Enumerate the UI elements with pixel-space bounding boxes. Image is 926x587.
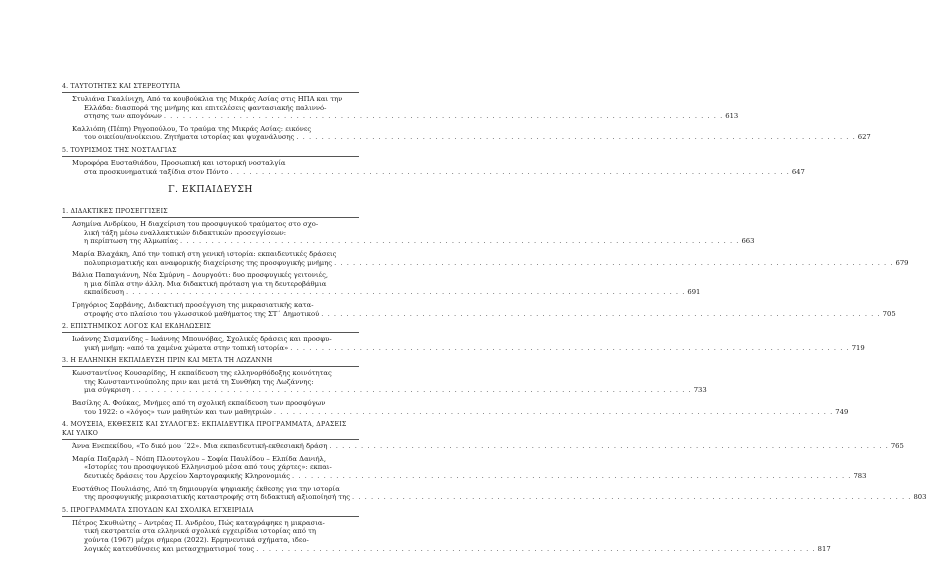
- toc-entry-line: [72, 309, 896, 319]
- toc-entry-line: Βασίλης Α. Φούκας, Μνήμες από τη σχολική εκπαίδευση των προσφύγων: [72, 399, 326, 408]
- leader-dots: [296, 133, 855, 142]
- toc-entry[interactable]: [72, 518, 831, 553]
- toc-entry[interactable]: [72, 124, 871, 142]
- toc-entry-line: [72, 133, 871, 142]
- leader-dots: [126, 288, 685, 297]
- toc-entry[interactable]: [72, 369, 707, 395]
- toc-entry-line: [72, 288, 701, 297]
- toc-entry-line: Μαρία Βλαχάκη, Από την τοπική στη γενική ιστορία: εκπαιδευτικές δράσεις: [72, 249, 337, 258]
- toc-entry-line: Μυροφόρα Ευσταθιάδου, Προσωπική και ιστορική νοσταλγία: [72, 158, 286, 167]
- leader-dots: [132, 386, 691, 395]
- toc-entry-line: [72, 112, 739, 121]
- leader-dots: [352, 493, 911, 502]
- toc-entry-text: της προσφυγικής μικρασιατικής καταστροφής στη διδακτική αξιοποίησή της: [84, 493, 351, 502]
- toc-entry[interactable]: [72, 95, 739, 121]
- toc-entry-line: Ασημίνα Ανδρίκου, Η διαχείριση του προσφυγικού τραύματος στο σχο-: [72, 220, 319, 229]
- section-heading: 2. ΕΠΙΣΤΗΜΙΚΟΣ ΛΟΓΟΣ ΚΑΙ ΕΚΔΗΛΩΣΕΙΣ: [62, 322, 359, 333]
- page-number: 705: [882, 309, 896, 318]
- leader-dots: [164, 112, 723, 121]
- page-number: 749: [835, 407, 849, 416]
- toc-entry-text: δευτικές δράσεις του Αρχείου Χαρτογραφικής Κληρονομιάς: [84, 472, 291, 481]
- toc-entry-line: Μαρία Παζαρλή – Νόπη Πλουτογλου – Σοφία Παυλίδου – Ελπίδα Δανιήλ,: [72, 454, 327, 463]
- toc-entry-line: Καλλιόπη (Πέπη) Ρηγοπούλου, Το τραύμα της Μικράς Ασίας: εικόνες: [72, 124, 312, 133]
- toc-entry-line: [72, 167, 805, 177]
- leader-dots: [329, 442, 888, 451]
- toc-block-education: [62, 207, 926, 553]
- page-number: 733: [693, 386, 707, 395]
- toc-entry-line: λική τάξη μέσω εναλλακτικών διδακτικών προσεγγίσεων:: [84, 228, 287, 237]
- page-number: 679: [895, 258, 909, 267]
- toc-entry-line: [72, 258, 909, 268]
- toc-entry-text: πολυπρισματικής και αναφορικής διαχείρισης της προσφυγικής μνήμης: [84, 258, 333, 267]
- page-number: 783: [853, 472, 867, 481]
- toc-entry-line: [72, 544, 831, 554]
- toc-entry-text: εκπαίδευση: [84, 288, 124, 297]
- toc-entry-text: στα προσκυνηματικά ταξίδια στον Πόντο: [84, 167, 229, 176]
- toc-entry-text: στησης των απογόνων: [84, 112, 162, 121]
- toc-entry-text: του οικείου/ανοίκειου. Ζητήματα ιστορίας και ψυχανάλυσης: [84, 133, 295, 142]
- page-number: 663: [741, 237, 755, 246]
- toc-entry[interactable]: [72, 399, 849, 416]
- toc-entry-line: Κωνσταντίνος Κουσαρίδης, Η εκπαίδευση της ελληνορθόδοξης κοινότητας: [72, 369, 332, 378]
- toc-entry[interactable]: [72, 442, 904, 451]
- leader-dots: [274, 408, 833, 417]
- section-heading: 5. ΤΟΥΡΙΣΜΟΣ ΤΗΣ ΝΟΣΤΑΛΓΙΑΣ: [62, 146, 359, 157]
- section-heading: 4. ΜΟΥΣΕΙΑ, ΕΚΘΕΣΕΙΣ ΚΑΙ ΣΥΛΛΟΓΕΣ: ΕΚΠΑΙΔΕΥΤΙΚΑ ΠΡΟΓΡΑΜΜΑΤΑ, ΔΡΑΣΕΙΣ ΚΑΙ ΥΛΙΚΟ: [62, 420, 359, 440]
- toc-entry-line: της Κωνσταντινούπολης πριν και μετά τη Συνθήκη της Λωζάννης:: [84, 377, 314, 386]
- toc-entry-line: [72, 442, 904, 451]
- toc-entry[interactable]: [72, 484, 926, 502]
- toc-entry-line: τική εκστρατεία στα ελληνικά σχολικά εγχειρίδια ιστορίας από τη: [84, 527, 316, 536]
- toc-entry-text: η περίπτωση της Αλμωπίας: [84, 237, 179, 246]
- toc-entry-line: «Ιστορίες του προσφυγικού Ελληνισμού μέσα από τους χάρτες»: εκπαι-: [84, 463, 332, 472]
- page-number: 719: [851, 343, 865, 352]
- section-heading: 4. ΤΑΥΤΟΤΗΤΕΣ ΚΑΙ ΣΤΕΡΕΟΤΥΠΑ: [62, 82, 359, 93]
- toc-entry-line: [72, 407, 849, 417]
- toc-entry-line: Στυλιάνα Γκαλίνιχη, Από τα κουβούκλια της Μικράς Ασίας στις ΗΠΑ και την: [72, 95, 343, 103]
- chapter-title: Γ. ΕΚΠΑΙΔΕΥΣΗ: [168, 184, 253, 196]
- toc-entry-text: στροφής στο πλαίσιο του γλωσσικού μαθήματος της ΣΤ΄ Δημοτικού: [84, 309, 320, 318]
- toc-entry[interactable]: [72, 271, 701, 297]
- toc-entry-line: [72, 343, 865, 353]
- page-number: 627: [857, 133, 871, 142]
- toc-entry[interactable]: [72, 454, 867, 481]
- toc-entry-line: [72, 472, 867, 481]
- toc-entry[interactable]: [72, 220, 755, 246]
- toc-entry-text: γική μνήμη: «από τα χαμένα χώματα στην τοπική ιστορία»: [84, 343, 289, 352]
- toc-entry-line: Ελλάδα: διασπορά της μνήμης και επιτελέσεις φαντασιακής παλιννό-: [84, 103, 327, 112]
- toc-entry[interactable]: [72, 158, 805, 176]
- toc-entry-line: χούντα (1967) μέχρι σήμερα (2022). Ερμηνευτικά σχήματα, ιδεο-: [84, 536, 309, 544]
- page-number: 803: [913, 493, 926, 502]
- section-heading: 3. Η ΕΛΛΗΝΙΚΗ ΕΚΠΑΙΔΕΥΣΗ ΠΡΙΝ ΚΑΙ ΜΕΤΑ ΤΗ ΛΩΖΑΝΝΗ: [62, 356, 359, 367]
- toc-entry[interactable]: [72, 335, 865, 352]
- toc-entry-text: λογικές κατευθύνσεις και μετασχηματισμοί τους: [84, 544, 255, 553]
- toc-entry[interactable]: [72, 300, 896, 318]
- section-heading: 5. ΠΡΟΓΡΑΜΜΑΤΑ ΣΠΟΥΔΩΝ ΚΑΙ ΣΧΟΛΙΚΑ ΕΓΧΕΙΡΙΔΙΑ: [62, 506, 359, 517]
- page-number: 613: [725, 112, 739, 121]
- toc-entry-text: μια σύγκριση: [84, 386, 131, 395]
- leader-dots: [256, 545, 815, 554]
- toc-entry-line: [72, 237, 755, 246]
- toc-entry-line: Γρηγόριος Σαρβάνης, Διδακτική προσέγγιση της μικρασιατικής κατα-: [72, 300, 314, 309]
- leader-dots: [180, 237, 739, 246]
- page-number: 817: [817, 544, 831, 553]
- toc-block-identities: [62, 82, 871, 176]
- toc-entry-line: Πέτρος Σκυθιώτης – Αντρέας Π. Ανδρέου, Πώς καταγράφηκε η μικρασια-: [72, 518, 325, 527]
- page-number: 647: [791, 167, 805, 176]
- toc-entry-text: του 1922: ο «λόγος» των μαθητών και των μαθητριών: [84, 407, 272, 416]
- toc-entry[interactable]: [72, 249, 909, 267]
- toc-entry-line: [72, 386, 707, 395]
- leader-dots: [292, 472, 851, 481]
- page-number: 765: [890, 442, 904, 451]
- section-heading: 1. ΔΙΔΑΚΤΙΚΕΣ ΠΡΟΣΕΓΓΙΣΕΙΣ: [62, 207, 359, 218]
- toc-entry-line: [72, 493, 926, 502]
- toc-entry-line: Ευστάθιος Πουλιάσης, Από τη δημιουργία ψηφιακής έκθεσης για την ιστορία: [72, 484, 340, 493]
- leader-dots: [230, 168, 789, 177]
- leader-dots: [290, 344, 849, 353]
- toc-entry-line: Ιωάννης Σισμανίδης – Ιωάννης Μπουνόβας, Σχολικές δράσεις και προσφυ-: [72, 335, 332, 344]
- toc-entry-text: Άννα Ενεπεκίδου, «Το δικό μου ΄22». Μια εκπαιδευτική-εκθεσιακή δράση: [72, 442, 328, 451]
- toc-entry-line: η μια δίπλα στην άλλη. Μια διδακτική πρόταση για τη δευτεροβάθμια: [84, 279, 327, 288]
- leader-dots: [334, 259, 893, 268]
- page-number: 691: [687, 288, 701, 297]
- leader-dots: [321, 310, 880, 319]
- toc-entry-line: Βάλια Παπαγιάννη, Νέα Σμύρνη – Δουργούτι: δυο προσφυγικές γειτονιές,: [72, 271, 329, 280]
